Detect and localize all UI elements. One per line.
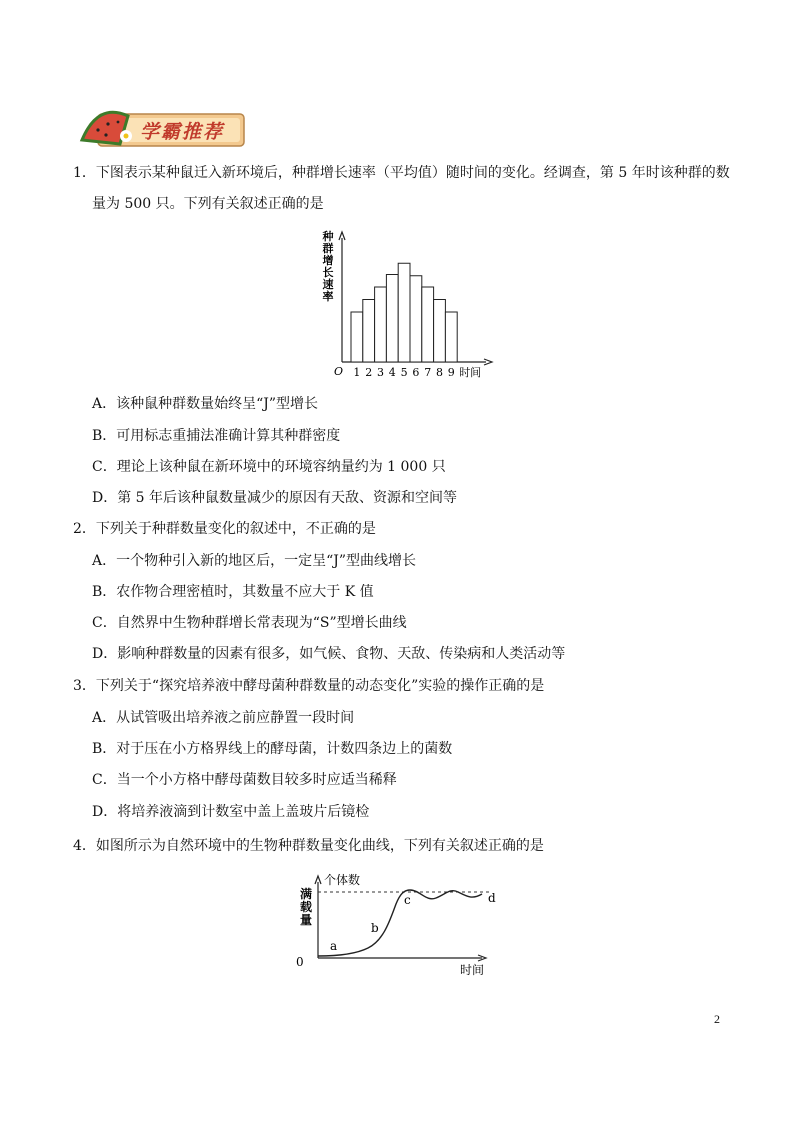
q2-option-b: B．农作物合理密植时，其数量不应大于 K 值: [92, 584, 374, 600]
x-tick-label: 9: [447, 366, 455, 378]
q3-option-d: D．将培养液滴到计数室中盖上盖玻片后镜检: [92, 804, 370, 820]
bar: [445, 312, 457, 362]
k-label-char: 量: [299, 913, 313, 927]
q1-stem-line2: 量为 500 只。下列有关叙述正确的是: [92, 196, 324, 212]
bar: [422, 287, 434, 362]
point-c-label: c: [404, 893, 411, 907]
q4-stem: 4．如图所示为自然环境中的生物种群数量变化曲线，下列有关叙述正确的是: [73, 838, 544, 854]
point-a-label: a: [330, 939, 338, 953]
k-label-char: 满: [299, 887, 313, 901]
q1-option-c: C．理论上该种鼠在新环境中的环境容纳量约为 1 000 只: [92, 459, 446, 475]
y-axis-label-char: 种: [322, 230, 334, 243]
q3-option-c: C．当一个小方格中酵母菌数目较多时应适当稀释: [92, 772, 397, 788]
q2-option-a: A．一个物种引入新的地区后，一定呈“J”型曲线增长: [92, 553, 417, 569]
y-axis-label-char: 速: [322, 278, 334, 291]
x-tick-label: 8: [436, 366, 443, 378]
x-tick-label: 7: [424, 366, 432, 378]
bar: [375, 287, 387, 362]
q2-option-c: C．自然界中生物种群增长常表现为“S”型增长曲线: [92, 615, 407, 631]
q2-stem: 2．下列关于种群数量变化的叙述中，不正确的是: [73, 521, 376, 537]
x-tick-label: 4: [388, 366, 396, 378]
origin-label: O: [334, 365, 344, 378]
q1-option-a: A．该种鼠种群数量始终呈“J”型增长: [92, 396, 319, 412]
x-tick-label: 3: [377, 366, 384, 378]
q3-option-a: A．从试管吸出培养液之前应静置一段时间: [92, 710, 355, 726]
k-label-char: 载: [299, 900, 313, 914]
y-axis-label: 个体数: [324, 873, 361, 887]
point-b-label: b: [371, 921, 379, 935]
q3-option-b: B．对于压在小方格界线上的酵母菌，计数四条边上的菌数: [92, 741, 453, 757]
x-axis-label: 时间: [460, 963, 485, 977]
x-axis-label: 时间: [459, 366, 482, 378]
population-s-curve-chart: [296, 870, 496, 980]
q1-option-b: B．可用标志重捕法准确计算其种群密度: [92, 428, 341, 444]
growth-rate-bar-chart: [320, 228, 500, 378]
point-d-label: d: [488, 891, 496, 905]
page-number: 2: [714, 1012, 720, 1026]
origin-label: 0: [296, 955, 304, 969]
x-tick-label: 6: [412, 366, 420, 378]
q3-stem: 3．下列关于“探究培养液中酵母菌种群数量的动态变化”实验的操作正确的是: [73, 678, 545, 694]
q2-option-d: D．影响种群数量的因素有很多，如气候、食物、天敌、传染病和人类活动等: [92, 646, 566, 662]
banner-title: 学霸推荐: [140, 121, 225, 143]
bar: [351, 312, 363, 362]
q1-option-d: D．第 5 年后该种鼠数量减少的原因有天敌、资源和空间等: [92, 490, 458, 506]
x-tick-label: 1: [353, 366, 361, 378]
y-axis-label-char: 增: [322, 254, 334, 267]
q1-stem-line1: 1．下图表示某种鼠迁入新环境后，种群增长速率（平均值）随时间的变化。经调查，第 5 年时该种群的数: [73, 165, 730, 181]
y-axis-label-char: 长: [322, 266, 334, 279]
bar: [410, 276, 422, 362]
y-axis-label-char: 率: [322, 290, 334, 303]
recommend-banner: [78, 100, 246, 152]
x-tick-label: 5: [400, 366, 408, 378]
population-curve: [318, 890, 482, 956]
bar: [398, 263, 410, 362]
bar: [386, 275, 398, 363]
y-axis-label-char: 群: [322, 242, 334, 255]
bar: [434, 300, 446, 363]
x-tick-label: 2: [365, 366, 373, 378]
bar: [363, 300, 375, 363]
